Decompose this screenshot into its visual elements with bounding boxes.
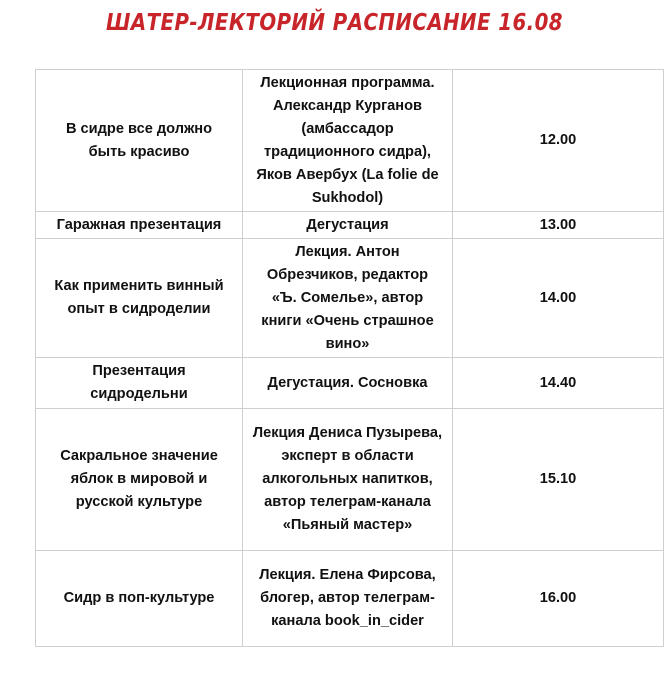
format-cell: Лекционная программа. Александр Курганов (амбассадор традиционного сидра), Яков Авербух (La folie de Sukhodol) [243, 70, 453, 212]
topic-cell: В сидре все должно быть красиво [36, 70, 243, 212]
page-title: ШАТЕР-ЛЕКТОРИЙ РАСПИСАНИЕ 16.08 [105, 10, 564, 36]
format-cell: Лекция. Елена Фирсова, блогер, автор телеграм-канала book_in_cider [243, 551, 453, 647]
format-cell: Лекция Дениса Пузырева, эксперт в области алкогольных напитков, автор телеграм-канала «Пьяный мастер» [243, 409, 453, 551]
table-row [36, 551, 664, 647]
table-row [36, 70, 664, 212]
topic-cell: Гаражная презентация [36, 212, 243, 239]
format-cell: Дегустация. Сосновка [243, 358, 453, 409]
table-row [36, 212, 664, 239]
topic-cell: Презентация сидродельни [36, 358, 243, 409]
topic-cell: Как применить винный опыт в сидроделии [36, 239, 243, 358]
time-cell: 12.00 [453, 70, 664, 212]
table-row [36, 239, 664, 358]
time-cell: 13.00 [453, 212, 664, 239]
schedule-table [35, 69, 664, 647]
topic-cell: Сакральное значение яблок в мировой и русской культуре [36, 409, 243, 551]
time-cell: 15.10 [453, 409, 664, 551]
time-cell: 14.40 [453, 358, 664, 409]
format-cell: Дегустация [243, 212, 453, 239]
table-row [36, 409, 664, 551]
time-cell: 14.00 [453, 239, 664, 358]
topic-cell: Сидр в поп-культуре [36, 551, 243, 647]
time-cell: 16.00 [453, 551, 664, 647]
format-cell: Лекция. Антон Обрезчиков, редактор «Ъ. Сомелье», автор книги «Очень страшное вино» [243, 239, 453, 358]
table-row [36, 358, 664, 409]
